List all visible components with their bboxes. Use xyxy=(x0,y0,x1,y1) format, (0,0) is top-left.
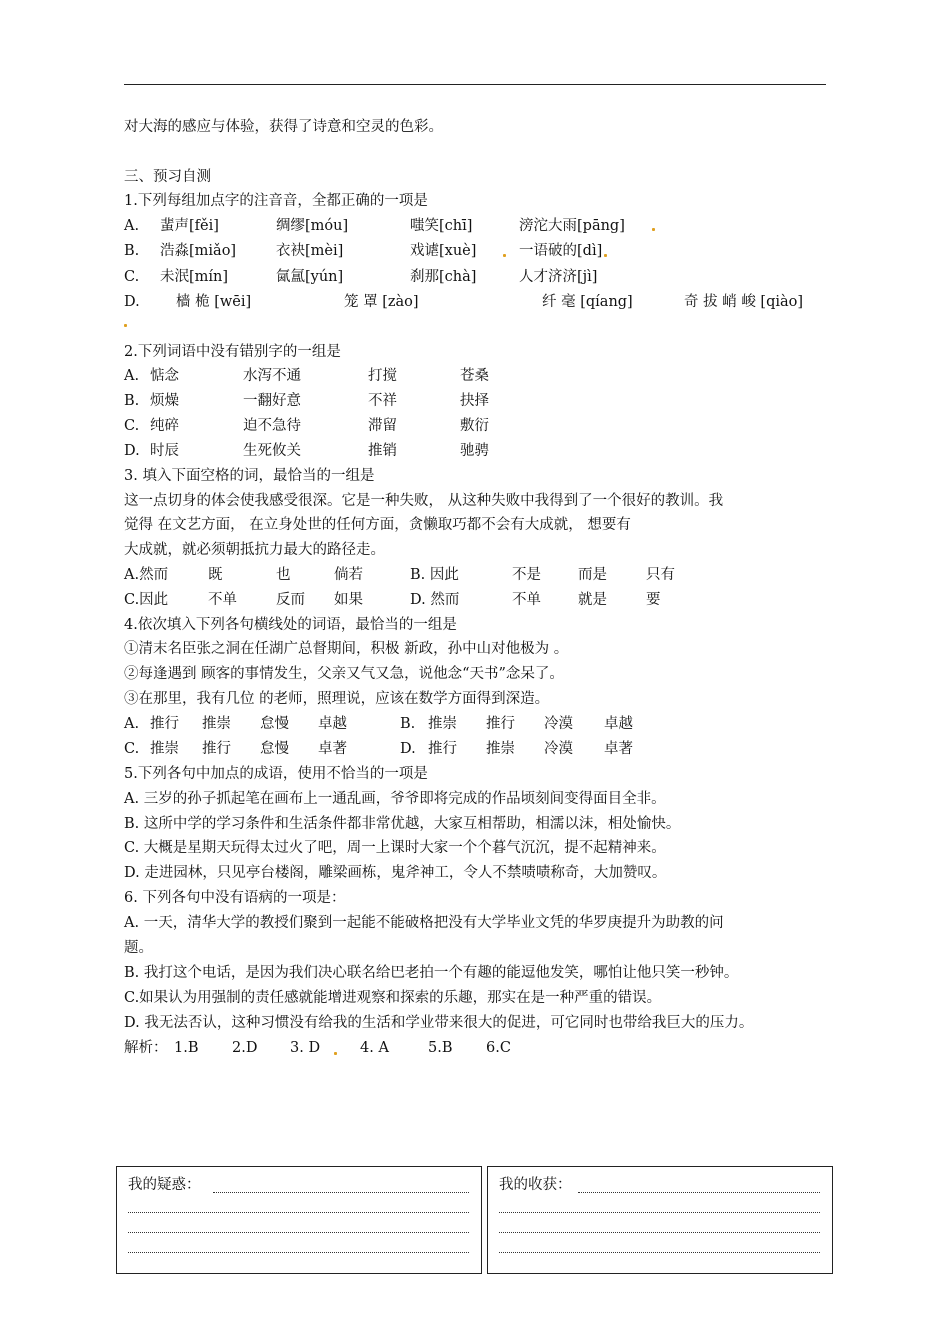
q4-option-cell: 推行 xyxy=(202,741,231,757)
q3-option-cell: 不单 xyxy=(512,592,541,608)
header-rule xyxy=(124,84,826,85)
q3-passage-line: 觉得 在文艺方面， 在立身处世的任何方面，贪懒取巧都不会有大成就， 想要有 xyxy=(124,517,631,533)
q3-option-cell: 如果 xyxy=(334,592,363,608)
answer-item: 1.B xyxy=(174,1040,199,1056)
q2-option-cell: 水泻不通 xyxy=(243,368,301,384)
q1-option-cell: 戏谑[xuè] xyxy=(410,243,477,259)
q1-stem: 1.下列每组加点字的注音音，全都正确的一项是 xyxy=(124,193,428,209)
q3-option-cell: 要 xyxy=(646,592,661,608)
q2-option-cell: 抉择 xyxy=(460,393,489,409)
q6-option: D. 我无法否认，这种习惯没有给我的生活和学业带来很大的促进，可它同时也带给我巨大的压力。 xyxy=(124,1015,754,1031)
doubts-box xyxy=(116,1166,482,1274)
q1-option-cell: 未泯[mín] xyxy=(160,269,229,285)
q3-option-cell: 只有 xyxy=(646,567,675,583)
q4-option-cell: 卓越 xyxy=(318,716,347,732)
q3-option-cell: 既 xyxy=(208,567,223,583)
q4-option-cell: A. xyxy=(124,716,140,732)
gains-box xyxy=(487,1166,833,1274)
q4-sentence: ①清末名臣张之洞在任湖广总督期间，积极 新政，孙中山对他极为 。 xyxy=(124,641,569,657)
doubts-writing-line[interactable] xyxy=(128,1232,469,1233)
q1-option-cell: A. xyxy=(124,218,140,234)
q6-option: A. 一天，清华大学的教授们聚到一起能不能破格把没有大学毕业文凭的华罗庚提升为助教的问 xyxy=(124,915,724,931)
q2-option-cell: D. xyxy=(124,443,140,459)
gains-writing-line[interactable] xyxy=(578,1192,820,1193)
q4-option-cell: 冷漠 xyxy=(544,716,573,732)
q6-option: B. 我打这个电话，是因为我们决心联名给巴老拍一个有趣的能逗他发笑，哪怕让他只笑一秒钟。 xyxy=(124,965,739,981)
q1-option-cell: D. xyxy=(124,294,140,310)
q4-sentence: ③在那里，我有几位 的老师，照理说，应该在数学方面得到深造。 xyxy=(124,691,550,707)
q4-option-cell: 推崇 xyxy=(428,716,457,732)
q1-option-cell: 滂沱大雨[pāng] xyxy=(519,218,625,234)
q4-option-cell: 怠慢 xyxy=(260,741,289,757)
q1-option-cell: 浩淼[miǎo] xyxy=(160,243,237,259)
scan-mark xyxy=(124,324,127,327)
q1-option-cell: 纤 毫 [qíang] xyxy=(542,294,633,310)
q5-stem: 5.下列各句中加点的成语，使用不恰当的一项是 xyxy=(124,766,428,782)
doubts-writing-line[interactable] xyxy=(128,1212,469,1213)
q5-option: A. 三岁的孙子抓起笔在画布上一通乱画，爷爷即将完成的作品顷刻间变得面目全非。 xyxy=(124,791,666,807)
q2-option-cell: 驰骋 xyxy=(460,443,489,459)
q4-option-cell: 推行 xyxy=(486,716,515,732)
answer-item: 4. A xyxy=(360,1040,389,1056)
q3-option-cell: 也 xyxy=(276,567,291,583)
q4-option-cell: B. xyxy=(400,716,416,732)
answer-item: 5.B xyxy=(428,1040,453,1056)
q1-option-cell: 人才济济[jì] xyxy=(519,269,598,285)
q2-option-cell: 滞留 xyxy=(368,418,397,434)
q3-option-cell: 不单 xyxy=(208,592,237,608)
q3-option-cell: 就是 xyxy=(578,592,607,608)
q4-option-cell: 推崇 xyxy=(150,741,179,757)
q1-option-cell: B. xyxy=(124,243,140,259)
answer-item: 2.D xyxy=(232,1040,258,1056)
q3-stem: 3. 填入下面空格的词，最恰当的一组是 xyxy=(124,468,375,484)
q4-sentence: ②每逢遇到 顾客的事情发生，父亲又气又急，说他念“天书”念呆了。 xyxy=(124,666,564,682)
q2-option-cell: 生死攸关 xyxy=(243,443,301,459)
answer-item: 3. D xyxy=(290,1040,321,1056)
q2-option-cell: 苍桑 xyxy=(460,368,489,384)
q1-option-cell: 蜚声[fěi] xyxy=(160,218,219,234)
q2-option-cell: 一翻好意 xyxy=(243,393,301,409)
q3-option-cell: C.因此 xyxy=(124,592,169,608)
q2-option-cell: 推销 xyxy=(368,443,397,459)
q1-option-cell: 奇 拔 峭 峻 [qiào] xyxy=(684,294,804,310)
answer-item: 6.C xyxy=(486,1040,511,1056)
q2-option-cell: 烦燥 xyxy=(150,393,179,409)
q5-option: C. 大概是星期天玩得太过火了吧，周一上课时大家一个个暮气沉沉，提不起精神来。 xyxy=(124,840,666,856)
q3-passage-line: 大成就，就必须朝抵抗力最大的路径走。 xyxy=(124,542,385,558)
section-title: 三、预习自测 xyxy=(124,169,211,185)
q3-option-cell: A.然而 xyxy=(124,567,169,583)
q3-option-cell: 而是 xyxy=(578,567,607,583)
q1-option-cell: 刹那[chà] xyxy=(410,269,477,285)
doubts-label: 我的疑惑： xyxy=(128,1177,201,1193)
doubts-writing-line[interactable] xyxy=(213,1192,469,1193)
q2-option-cell: 打搅 xyxy=(368,368,397,384)
q4-option-cell: 卓著 xyxy=(318,741,347,757)
q4-option-cell: 推崇 xyxy=(486,741,515,757)
q6-stem: 6. 下列各句中没有语病的一项是： xyxy=(124,890,346,906)
q2-option-cell: 迫不急待 xyxy=(243,418,301,434)
q2-option-cell: 不祥 xyxy=(368,393,397,409)
q2-option-cell: A. xyxy=(124,368,140,384)
q4-option-cell: 冷漠 xyxy=(544,741,573,757)
q2-option-cell: C. xyxy=(124,418,140,434)
scan-mark xyxy=(652,228,655,231)
q1-option-cell: 氤氲[yún] xyxy=(276,269,344,285)
q4-option-cell: D. xyxy=(400,741,416,757)
q1-option-cell: 嗤笑[chī] xyxy=(410,218,473,234)
gains-label: 我的收获： xyxy=(499,1177,572,1193)
q1-option-cell: 一语破的[dì] xyxy=(519,243,603,259)
q1-option-cell: 绸缪[móu] xyxy=(276,218,349,234)
q3-option-cell: 不是 xyxy=(512,567,541,583)
q4-option-cell: C. xyxy=(124,741,140,757)
q4-option-cell: 怠慢 xyxy=(260,716,289,732)
gains-writing-line[interactable] xyxy=(499,1252,820,1253)
q3-option-cell: 反而 xyxy=(276,592,305,608)
q2-option-cell: 敷衍 xyxy=(460,418,489,434)
q2-option-cell: 惦念 xyxy=(150,368,179,384)
q1-option-cell: C. xyxy=(124,269,140,285)
q6-option: 题。 xyxy=(124,940,153,956)
q2-option-cell: 纯碎 xyxy=(150,418,179,434)
q4-option-cell: 卓越 xyxy=(604,716,633,732)
q1-option-cell: 笼 罩 [zào] xyxy=(344,294,419,310)
intro-line: 对大海的感应与体验，获得了诗意和空灵的色彩。 xyxy=(124,119,443,135)
gains-writing-line[interactable] xyxy=(499,1232,820,1233)
q1-option-cell: 衣袂[mèi] xyxy=(276,243,344,259)
q1-option-cell: 樯 桅 [wēi] xyxy=(176,294,252,310)
q4-stem: 4.依次填入下列各句横线处的词语，最恰当的一组是 xyxy=(124,617,457,633)
q5-option: B. 这所中学的学习条件和生活条件都非常优越，大家互相帮助，相濡以沫，相处愉快。 xyxy=(124,816,681,832)
q3-option-cell: D. 然而 xyxy=(410,592,460,608)
q2-option-cell: 时辰 xyxy=(150,443,179,459)
q3-option-cell: B. 因此 xyxy=(410,567,459,583)
q2-option-cell: B. xyxy=(124,393,140,409)
scan-mark xyxy=(334,1052,337,1055)
doubts-writing-line[interactable] xyxy=(128,1252,469,1253)
scan-mark xyxy=(503,254,506,257)
q5-option: D. 走进园林，只见亭台楼阁，雕梁画栋，鬼斧神工，令人不禁啧啧称奇，大加赞叹。 xyxy=(124,865,667,881)
answer-label: 解析： xyxy=(124,1040,168,1056)
scan-mark xyxy=(604,254,607,257)
q4-option-cell: 推崇 xyxy=(202,716,231,732)
q3-option-cell: 倘若 xyxy=(334,567,363,583)
gains-writing-line[interactable] xyxy=(499,1212,820,1213)
q6-option: C.如果认为用强制的责任感就能增进观察和探索的乐趣，那实在是一种严重的错误。 xyxy=(124,990,662,1006)
q4-option-cell: 卓著 xyxy=(604,741,633,757)
q2-stem: 2.下列词语中没有错别字的一组是 xyxy=(124,344,341,360)
q4-option-cell: 推行 xyxy=(428,741,457,757)
q4-option-cell: 推行 xyxy=(150,716,179,732)
q3-passage-line: 这一点切身的体会使我感受很深。它是一种失败， 从这种失败中我得到了一个很好的教训。我 xyxy=(124,493,724,509)
